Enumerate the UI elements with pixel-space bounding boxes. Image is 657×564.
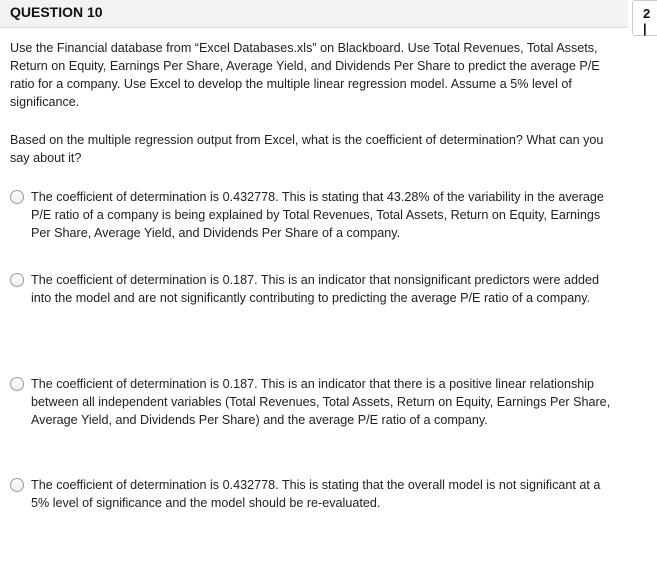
radio-button-option-4[interactable]	[10, 478, 24, 492]
radio-button-option-2[interactable]	[10, 273, 24, 287]
radio-button-option-1[interactable]	[10, 190, 24, 204]
answer-option-1-text: The coefficient of determination is 0.432778. This is stating that 43.28% of the variability in the average P/E ratio of a company is being explained by Total Revenues, Total Assets, Return on Equity, Earnings Per Share, Average Yield, and Dividends Per Share of a company.	[31, 190, 604, 240]
question-intro: Use the Financial database from “Excel Databases.xls” on Blackboard. Use Total Revenues, Total Assets, Return on Equity, Earnings Per Share, Average Yield, and Dividends Per Share to predict the average P/E ratio for a company. Use Excel to develop the multiple linear regression model. Assume a 5% level of significance.	[10, 41, 600, 109]
answer-option-3-text: The coefficient of determination is 0.187. This is an indicator that there is a positive linear relationship between all independent variables (Total Revenues, Total Assets, Return on Equity, Earnings Per Share, Average Yield, and Dividends Per Share) and the average P/E ratio of a company.	[31, 377, 611, 427]
answer-option-4-text: The coefficient of determination is 0.432778. This is stating that the overall model is not significant at a 5% level of significance and the model should be re-evaluated.	[31, 478, 601, 510]
question-prompt: Based on the multiple regression output from Excel, what is the coefficient of determination? What can you say about it?	[10, 133, 604, 165]
question-header	[0, 0, 628, 28]
points-label: 2 |	[643, 6, 651, 36]
answer-option-2-text: The coefficient of determination is 0.187. This is an indicator that nonsignificant predictors were added into the model and are not significantly contributing to predicting the average P/E ratio of a company.	[31, 273, 599, 305]
question-title: QUESTION 10	[10, 4, 103, 20]
points-box	[632, 0, 657, 36]
radio-button-option-3[interactable]	[10, 377, 24, 391]
